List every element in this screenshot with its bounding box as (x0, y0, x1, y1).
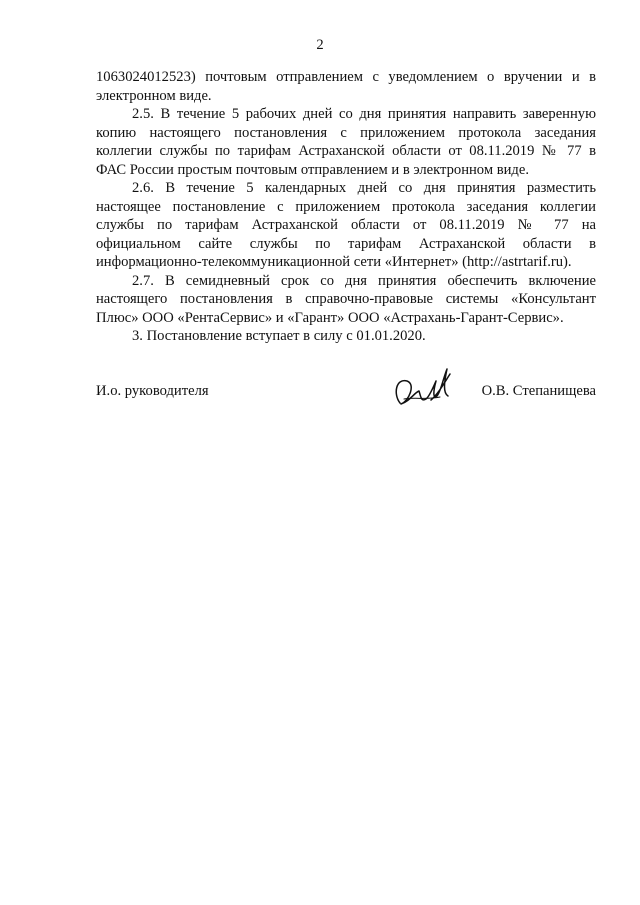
text-line: 2.5. В течение 5 рабочих дней со дня принятия направить заверенную (132, 106, 596, 122)
page-number: 2 (316, 37, 324, 53)
text-line: настоящего постановления в справочно-правовые системы «Консультант (96, 291, 596, 307)
signature-block (96, 366, 596, 416)
document-body (96, 68, 596, 346)
paragraph-3 (96, 327, 596, 346)
paragraph-continuation (96, 68, 596, 105)
paragraph-2-5 (96, 105, 596, 179)
text-line: ФАС России простым почтовым отправлением и в электронном виде. (96, 161, 529, 178)
paragraph-2-6 (96, 179, 596, 272)
text-line: коллегии службы по тарифам Астраханской области от 08.11.2019 № 77 в (96, 143, 596, 159)
text-line: Плюс» ООО «РентаСервис» и «Гарант» ООО «Астрахань-Гарант-Сервис». (96, 309, 564, 326)
paragraph-2-7 (96, 272, 596, 328)
text-line: официальном сайте службы по тарифам Астраханской области в (96, 235, 596, 252)
text-line: 2.6. В течение 5 календарных дней со дня принятия разместить (132, 180, 596, 196)
handwritten-signature-icon (388, 366, 458, 412)
text-line: электронном виде. (96, 87, 212, 104)
text-line: 2.7. В семидневный срок со дня принятия обеспечить включение (132, 272, 596, 289)
signatory-title: И.о. руководителя (96, 383, 209, 399)
text-line: службы по тарифам Астраханской области от 08.11.2019 № 77 на (96, 217, 596, 233)
text-line: настоящее постановление с приложением протокола заседания коллегии (96, 198, 596, 215)
signatory-name: О.В. Степанищева (481, 383, 596, 399)
text-line: копию настоящего постановления с приложением протокола заседания (96, 124, 596, 141)
text-line: 1063024012523) почтовым отправлением с уведомлением о вручении и в (96, 69, 596, 85)
text-line: 3. Постановление вступает в силу с 01.01.2020. (132, 328, 426, 344)
text-line: информационно-телекоммуникационной сети «Интернет» (http://astrtarif.ru). (96, 254, 572, 270)
